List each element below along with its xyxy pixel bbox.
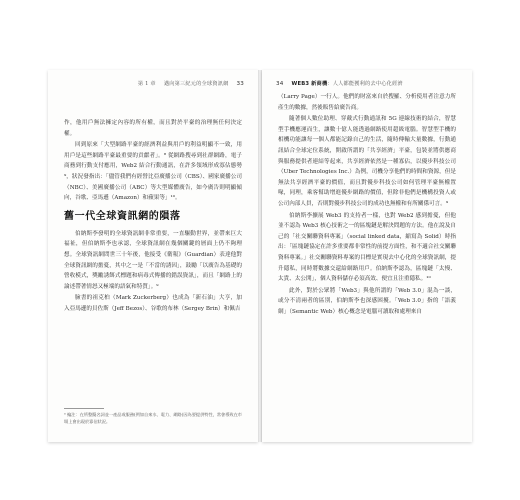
- paragraph: 回到原來「大型網路平臺的經濟利益與用戶的利益明顯不一致，用用戶是這些網路平臺最重要的貢獻者」。⁸ 從網路搜尋到社群網路，電子商務到行動支付應用，Web2 結合行動通訊，在許多領域形成寡佔態勢⁹，狀況發指出：「儘管我們有經營比亞廣播公司（CBS）、國家廣播公司（NBC）、美國廣播公司（ABC）等大型媒體廣告，如今廣告則明顯傾向，谷歌、亞馬遜（Amazon）和蘋果等」¹⁰。: [64, 142, 242, 202]
- paragraph: （Larry Page）一行人。他們的財富來自於搜羅、分析使用者注意力所產生的數據，然後販售給廣告商。: [278, 94, 456, 111]
- paragraph: 臉書的祖克柏（Mark Zuckerberg）也成為「新石油」大亨，加入亞馬遜的貝佐斯（Jeff Bezos）、谷歌的布林（Sergey Brin）和佩吉: [64, 295, 242, 312]
- left-running-head: [62, 80, 244, 87]
- book-spread: [48, 70, 472, 442]
- chapter-title: 邁向第三紀元的全球資訊網: [163, 81, 229, 87]
- paragraph: 伯納斯李擴展 Web3 的支持者一樣，也對 Web2 感到擔憂，但他並不認為 Web3 核心技術之一的區塊鏈是解決問題的方法。他在說及自己的「社交關聯資料專案」（social linked data，縮寫為 Solid）時指出：「區塊鏈協定在許多重要都非常性的前提方面性，和不適合社交關聯資料專案。」社交關聯資料專案的目標是實現去中心化的全球資訊網，提升隱私，同時將數據交還給網路用戶。伯納斯李認為，區塊鏈「太慢、太貴、太公開」，個人資料儲存必須高效、便宜且注重隱私。¹⁰: [278, 212, 456, 283]
- page-number: 33: [236, 80, 244, 87]
- left-body-text: [64, 118, 242, 316]
- chapter-number: 第 1 章: [137, 81, 156, 87]
- paragraph: 隨著個人數位助理、穿戴式行動通訊和 5G 連線技術的結合，智慧型手機應運而生，讓數十億人能透過網路使用超級電腦。智慧型手機的相機功能讓每一個人都能記錄自己的生活，隨時傳輸大量數據，行動通訊結合全球定位系統，開啟所謂的「共享經濟」平臺，包裝並將供應商與服務提供者連結等起來，共享經濟依然是一種寡佔，以優步科技公司（Uber Technologies Inc.）為例，司機分享他們的時間和資源，但是無法共享經濟平臺的價值，而且對優步科技公司如何管理平臺無權置喙，同理，乘客幫助增進優步網路的價值，但除非他們是機構投資人或公司內部人員，否則對優步科技公司的成功也無權和有所關係可言。⁹: [278, 116, 456, 207]
- right-running-head: [276, 80, 458, 87]
- paragraph: 作，他用戶無法擁定內容的所有權，而且對於平臺的治理無任何決定權。: [64, 120, 242, 137]
- book-subtitle: ：人人都能獲利的去中心化經濟: [327, 81, 403, 87]
- left-page: [48, 70, 258, 442]
- page-number: 34: [276, 80, 284, 87]
- footnote: ⁸ 編注：在所整擬名詞並一產品或服務(例如自來水、電力、網路)因為要提供特性，常會導致在市場上會出現於寡佔狀況。: [64, 412, 242, 424]
- right-body-text: [278, 92, 456, 318]
- section-heading: 舊一代全球資訊網的隕落: [64, 210, 181, 222]
- paragraph: 此外，對於公眾將「Web3」與他所謂的「Web 3.0」混為一談，或分不清兩者的區別，伯納斯李也深感困擾。「Web 3.0」指的「語義網」（Semantic Web）核心概念是電腦可讀取和處理來自: [278, 287, 456, 315]
- footnote-divider: [64, 408, 104, 409]
- paragraph: 伯納斯李發明的全球資訊網非常重要，一直驅動世界，並帶來巨大福祉，但伯納斯李也承認，全球資訊網在幾個關鍵的層面上仍不夠理想。全球資訊網問世三十年後，他接受《衛報》（Guardian）表達他對全球資訊網的擔憂，其中之一是「不當的誘因」，鼓勵「以廣告為基礎的營收模式，獎勵誘餌式標題和病毒式傳播的錯誤資訊」，而且「網路上的論述帶著情怒又極端的語氣和特質」。⁹: [64, 230, 242, 290]
- book-series-title: WEB3 新商機: [291, 81, 328, 87]
- right-page: [262, 70, 472, 442]
